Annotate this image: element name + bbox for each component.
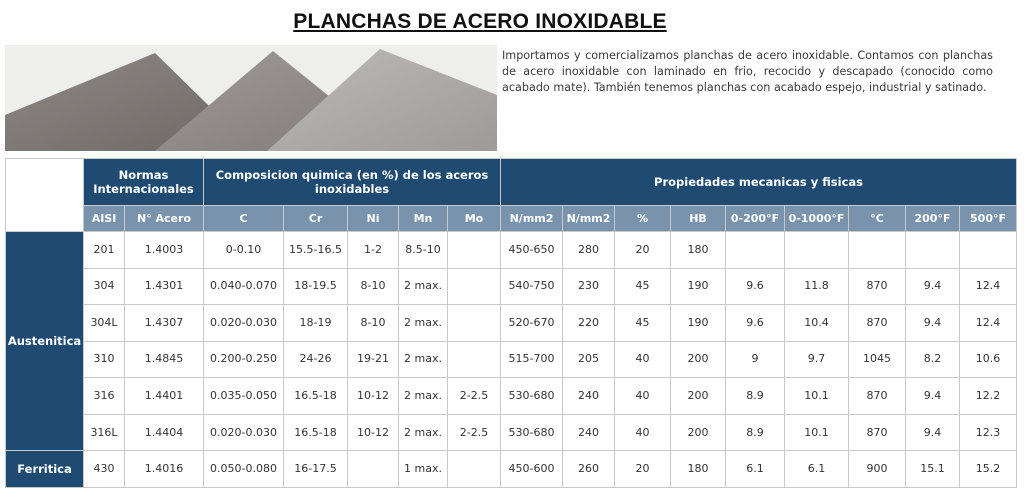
table-cell: 45: [615, 305, 671, 342]
table-cell: 316L: [84, 414, 125, 451]
table-cell: 12.3: [960, 414, 1017, 451]
table-cell: 1.4307: [125, 305, 204, 342]
table-row: [6, 451, 1017, 488]
table-cell: 280: [563, 232, 615, 269]
table-cell: 2 max.: [399, 305, 448, 342]
table-cell: 0.040-0.070: [204, 268, 284, 305]
table-cell: 15.1: [906, 451, 960, 488]
table-cell: [960, 232, 1017, 269]
table-cell: 9.4: [906, 268, 960, 305]
table-cell: 2-2.5: [448, 378, 501, 415]
table-cell: [448, 341, 501, 378]
table-cell: 1 max.: [399, 451, 448, 488]
table-cell: 190: [671, 268, 726, 305]
table-cell: 45: [615, 268, 671, 305]
table-cell: 9.4: [906, 305, 960, 342]
table-cell: 304L: [84, 305, 125, 342]
table-cell: 0.020-0.030: [204, 305, 284, 342]
table-cell: 10.6: [960, 341, 1017, 378]
table-cell: 200: [671, 414, 726, 451]
table-cell: [906, 232, 960, 269]
table-cell: 2 max.: [399, 378, 448, 415]
table-cell: 40: [615, 414, 671, 451]
column-header: Mo: [448, 206, 501, 232]
table-cell: 18-19: [284, 305, 348, 342]
table-cell: [448, 268, 501, 305]
table-cell: 530-680: [501, 414, 563, 451]
table-cell: 520-670: [501, 305, 563, 342]
table-cell: 1045: [849, 341, 906, 378]
table-cell: 9.7: [785, 341, 849, 378]
table-cell: 1.4003: [125, 232, 204, 269]
table-cell: [726, 232, 785, 269]
column-header: 0-200°F: [726, 206, 785, 232]
table-cell: 20: [615, 451, 671, 488]
table-cell: 8.5-10: [399, 232, 448, 269]
table-row: [6, 414, 1017, 451]
column-header: 0-1000°F: [785, 206, 849, 232]
table-cell: [785, 232, 849, 269]
table-cell: 2 max.: [399, 268, 448, 305]
table-cell: 40: [615, 378, 671, 415]
table-cell: 1.4845: [125, 341, 204, 378]
table-cell: 240: [563, 378, 615, 415]
column-header: AISI: [84, 206, 125, 232]
table-cell: 2 max.: [399, 341, 448, 378]
table-cell: 9.6: [726, 305, 785, 342]
table-cell: 8.9: [726, 414, 785, 451]
table-cell: 200: [671, 341, 726, 378]
column-header: N/mm2: [501, 206, 563, 232]
table-cell: 8.9: [726, 378, 785, 415]
table-cell: 9: [726, 341, 785, 378]
table-cell: 6.1: [785, 451, 849, 488]
table-cell: 900: [849, 451, 906, 488]
column-header: N° Acero: [125, 206, 204, 232]
table-cell: 430: [84, 451, 125, 488]
table-cell: 24-26: [284, 341, 348, 378]
table-cell: 200: [671, 378, 726, 415]
column-header-row: [6, 206, 1017, 232]
table-cell: 260: [563, 451, 615, 488]
table-cell: 20: [615, 232, 671, 269]
specs-table: [5, 158, 1017, 488]
table-cell: 304: [84, 268, 125, 305]
table-cell: 12.4: [960, 268, 1017, 305]
table-cell: 230: [563, 268, 615, 305]
table-cell: [448, 451, 501, 488]
table-cell: 205: [563, 341, 615, 378]
table-cell: 870: [849, 268, 906, 305]
table-cell: 15.5-16.5: [284, 232, 348, 269]
table-cell: 10.1: [785, 414, 849, 451]
header-normas: Normas Internacionales: [84, 159, 204, 206]
column-header: C: [204, 206, 284, 232]
table-cell: 8-10: [348, 268, 399, 305]
steel-sheets-illustration: [5, 45, 497, 151]
page-title: PLANCHAS DE ACERO INOXIDABLE: [293, 10, 667, 33]
table-cell: 12.2: [960, 378, 1017, 415]
table-cell: 540-750: [501, 268, 563, 305]
table-cell: [448, 305, 501, 342]
column-header: Cr: [284, 206, 348, 232]
table-row: [6, 341, 1017, 378]
table-cell: 0.020-0.030: [204, 414, 284, 451]
table-cell: 220: [563, 305, 615, 342]
table-cell: 9.4: [906, 414, 960, 451]
table-cell: 2 max.: [399, 414, 448, 451]
table-cell: 530-680: [501, 378, 563, 415]
intro-paragraph: Importamos y comercializamos planchas de acero inoxidable. Contamos con planchas de acero inoxidable con laminado en frio, recocido y descapado (conocido como acabado mate). También tenemos planchas con acabado espejo, industrial y satinado.: [502, 49, 993, 95]
table-cell: 9.4: [906, 378, 960, 415]
table-cell: 1.4401: [125, 378, 204, 415]
table-cell: 0-0.10: [204, 232, 284, 269]
table-cell: 515-700: [501, 341, 563, 378]
group-label: Ferritica: [6, 451, 84, 488]
table-cell: 1.4301: [125, 268, 204, 305]
table-cell: 40: [615, 341, 671, 378]
table-cell: 18-19.5: [284, 268, 348, 305]
table-cell: 9.6: [726, 268, 785, 305]
table-cell: 0.200-0.250: [204, 341, 284, 378]
column-header: Mn: [399, 206, 448, 232]
table-cell: 180: [671, 232, 726, 269]
table-cell: 240: [563, 414, 615, 451]
table-cell: 15.2: [960, 451, 1017, 488]
table-cell: 201: [84, 232, 125, 269]
table-cell: [348, 451, 399, 488]
table-cell: 190: [671, 305, 726, 342]
table-cell: 19-21: [348, 341, 399, 378]
table-cell: 870: [849, 414, 906, 451]
group-label: Austenitica: [6, 232, 84, 451]
column-header: %: [615, 206, 671, 232]
table-cell: 1.4404: [125, 414, 204, 451]
column-header: Ni: [348, 206, 399, 232]
table-row: [6, 268, 1017, 305]
table-cell: 16.5-18: [284, 378, 348, 415]
table-cell: 2-2.5: [448, 414, 501, 451]
table-cell: 310: [84, 341, 125, 378]
table-cell: 316: [84, 378, 125, 415]
header-composicion: Composicion quimica (en %) de los aceros inoxidables: [204, 159, 501, 206]
column-header: 200°F: [906, 206, 960, 232]
column-header: °C: [849, 206, 906, 232]
header-propiedades: Propiedades mecanicas y fisicas: [501, 159, 1017, 206]
table-row: [6, 232, 1017, 269]
table-cell: 11.8: [785, 268, 849, 305]
column-header: N/mm2: [563, 206, 615, 232]
table-cell: 8-10: [348, 305, 399, 342]
table-cell: 180: [671, 451, 726, 488]
table-cell: 10-12: [348, 378, 399, 415]
table-row: [6, 305, 1017, 342]
table-cell: 1-2: [348, 232, 399, 269]
table-cell: 12.4: [960, 305, 1017, 342]
table-cell: 450-600: [501, 451, 563, 488]
table-cell: 0.035-0.050: [204, 378, 284, 415]
table-cell: 0.050-0.080: [204, 451, 284, 488]
table-cell: [448, 232, 501, 269]
table-cell: 10-12: [348, 414, 399, 451]
table-cell: 8.2: [906, 341, 960, 378]
table-cell: [849, 232, 906, 269]
table-cell: 16-17.5: [284, 451, 348, 488]
table-cell: 16.5-18: [284, 414, 348, 451]
column-header: HB: [671, 206, 726, 232]
table-cell: 870: [849, 378, 906, 415]
table-cell: 1.4016: [125, 451, 204, 488]
table-cell: 450-650: [501, 232, 563, 269]
table-cell: 10.4: [785, 305, 849, 342]
corner-cell: [6, 159, 84, 232]
table-row: [6, 378, 1017, 415]
table-cell: 870: [849, 305, 906, 342]
specs-table-body: [6, 232, 1017, 488]
table-cell: 6.1: [726, 451, 785, 488]
column-header: 500°F: [960, 206, 1017, 232]
table-cell: 10.1: [785, 378, 849, 415]
steel-sheets-image: [5, 45, 497, 151]
